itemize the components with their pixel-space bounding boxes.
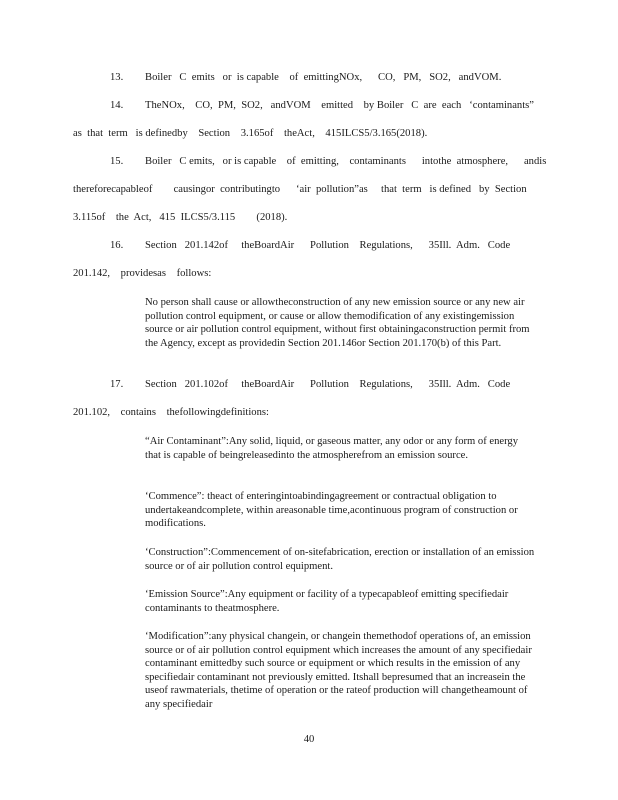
- paragraph-15-number: 15.: [110, 156, 124, 167]
- paragraph-15-line-2: thereforecapableof causingor contributingto ‘air pollution”as that term is defined by Section: [73, 184, 527, 195]
- definition-commence: ‘Commence”: theact of enteringintoabindingagreement or contractual obligation to undertakeandcomplete, within areasonable time,acontinuous program of construction or modifications.: [145, 491, 518, 529]
- definition-modification: ‘Modification”:any physical changein, or changein themethodof operations of, an emission source or of air pollution control equipment which increases the amount of any specifiedair contaminant emittedby such source or equipment or which results in the emission of any specifiedair contaminant not previously emitted. Itshall bepresumed that an increasein the useof rawmaterials, thetime of operation or the rateof production will changetheamount of any specifiedair: [145, 631, 532, 710]
- paragraph-16-line-2: 201.142, providesas follows:: [73, 268, 212, 279]
- paragraph-17-line-2: 201.102, contains thefollowingdefinitions:: [73, 407, 269, 418]
- paragraph-17-number: 17.: [110, 379, 124, 390]
- paragraph-16-number: 16.: [110, 240, 124, 251]
- paragraph-15-line-3: 3.115of the Act, 415 ILCS5/3.115 (2018).: [73, 212, 288, 223]
- page-number: 40: [303, 734, 315, 745]
- definition-emission-source: ‘Emission Source”:Any equipment or facility of a typecapableof emitting specifiedair contaminants to theatmosphere.: [145, 589, 509, 614]
- definition-air-contaminant: “Air Contaminant”:Any solid, liquid, or gaseous matter, any odor or any form of energy that is capable of beingreleasedinto the atmospherefrom an emission source.: [145, 436, 519, 461]
- paragraph-13-number: 13.: [110, 72, 124, 83]
- paragraph-14-number: 14.: [110, 100, 124, 111]
- paragraph-14-line-1: TheNOx, CO, PM, SO2, andVOM emitted by Boiler C are each ‘contaminants”: [145, 100, 534, 111]
- paragraph-14-line-2: as that term is definedby Section 3.165of theAct, 415ILCS5/3.165(2018).: [73, 128, 428, 139]
- paragraph-15-line-1: Boiler C emits, or is capable of emitting, contaminants intothe atmosphere, andis: [145, 156, 547, 167]
- block-quote-regulation-201-142: No person shall cause or allowtheconstruction of any new emission source or any new air pollution control equipment, or cause or allow themodification of any existingemission source or air pollution control equipment, without first obtainingaconstruction permit from the Agency, except as providedin Section 201.146or Section 201.170(b) of this Part.: [145, 297, 530, 349]
- paragraph-13-line-1: Boiler C emits or is capable of emittingNOx, CO, PM, SO2, andVOM.: [145, 72, 502, 83]
- definition-construction: ‘Construction”:Commencement of on-sitefabrication, erection or installation of an emission source or of air pollution control equipment.: [145, 547, 535, 572]
- paragraph-17-line-1: Section 201.102of theBoardAir Pollution Regulations, 35Ill. Adm. Code: [145, 379, 511, 390]
- paragraph-16-line-1: Section 201.142of theBoardAir Pollution Regulations, 35Ill. Adm. Code: [145, 240, 511, 251]
